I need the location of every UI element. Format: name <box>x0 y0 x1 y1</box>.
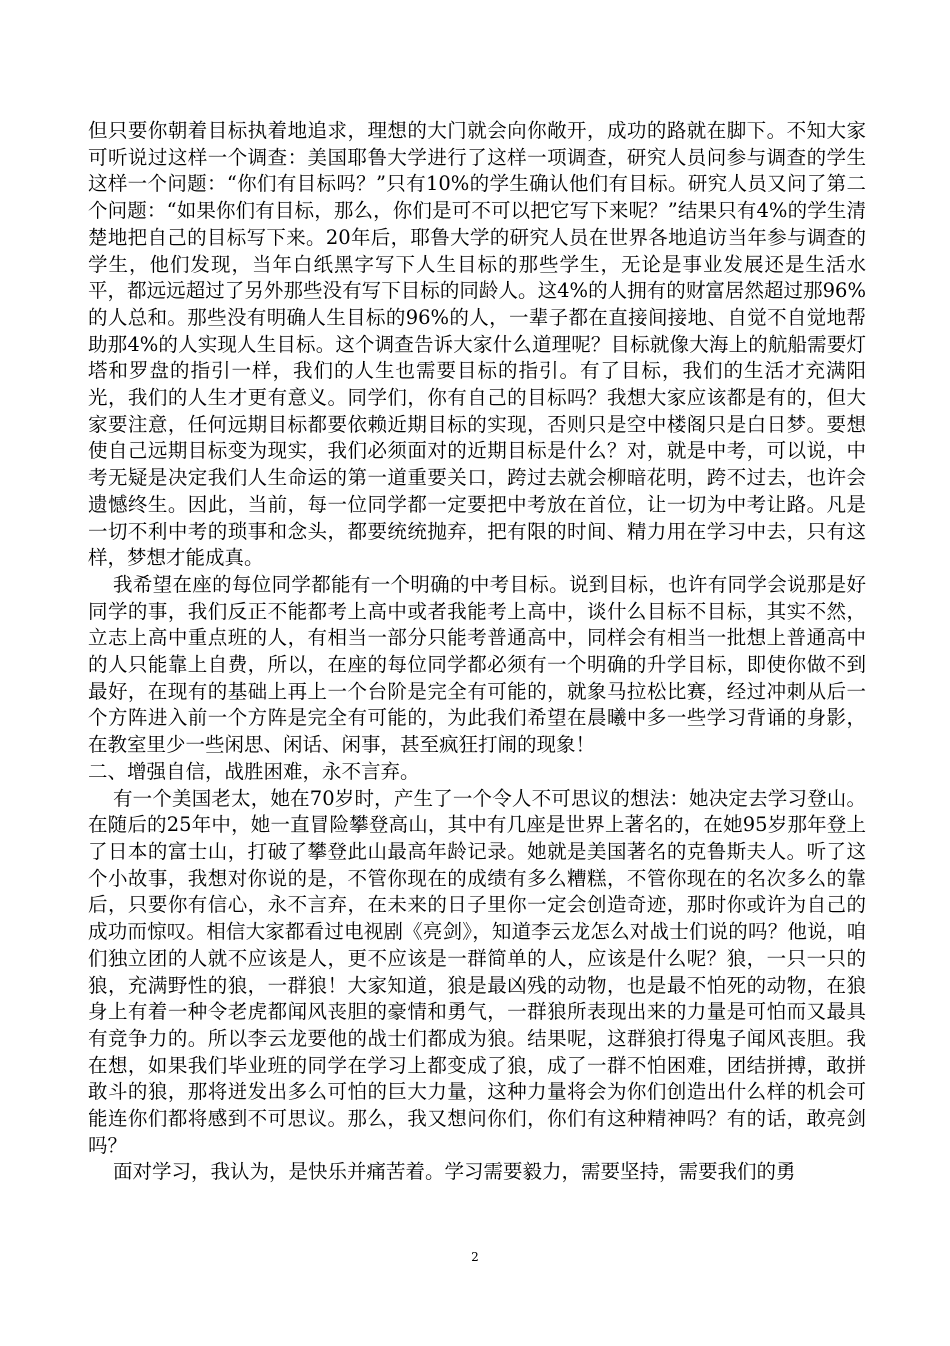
paragraph-study-attitude: 面对学习，我认为，是快乐并痛苦着。学习需要毅力，需要坚持，需要我们的勇 <box>113 1160 796 1184</box>
paragraph-confidence: 有一个美国老太，她在70岁时，产生了一个令人不可思议的想法：她决定去学习登山。在随后的25年中，她一直冒险攀登高山，其中有几座是世界上著名的，在她95岁那年登上了日本的富士山，打破了攀登此山最高年龄记录。她就是美国著名的克鲁斯夫人。听了这个小故事，我想对你说的是，不管你现在的成绩有多么糟糕，不管你现在的名次多么的靠后，只要你有信心，永不言弃，在未来的日子里你一定会创造奇迹，那时你或许为自己的成功而惊叹。相信大家都看过电视剧《亮剑》，知道李云龙怎么对战士们说的吗？他说，咱们独立团的人就不应该是人，更不应该是一群简单的人，应该是什么呢？狼，一只一只的狼，充满野性的狼，一群狼！大家知道，狼是最凶残的动物，也是最不怕死的动物，在狼身上有着一种令老虎都闻风丧胆的豪情和勇气，一群狼所表现出来的力量是可怕而又最具有竞争力的。所以李云龙要他的战士们都成为狼。结果呢，这群狼打得鬼子闻风丧胆。我在想，如果我们毕业班的同学在学习上都变成了狼，成了一群不怕困难，团结拼搏，敢拼敢斗的狼，那将迸发出多么可怕的巨大力量，这种力量将会为你们创造出什么样的机会可能连你们都将感到不可思议。那么，我又想问你们，你们有这种精神吗？有的话，敢亮剑吗？ <box>88 786 866 1157</box>
body-text <box>88 118 866 1186</box>
page-number: 2 <box>471 1250 479 1264</box>
paragraph-exam-goal: 我希望在座的每位同学都能有一个明确的中考目标。说到目标，也许有同学会说那是好同学的事，我们反正不能都考上高中或者我能考上高中，谈什么目标不目标，其实不然，立志上高中重点班的人，有相当一部分只能考普通高中，同样会有相当一批想上普通高中的人只能靠上自费，所以，在座的每位同学都必须有一个明确的升学目标，即使你做不到最好，在现有的基础上再上一个台阶是完全有可能的，就象马拉松比赛，经过冲刺从后一个方阵进入前一个方阵是完全有可能的，为此我们希望在晨曦中多一些学习背诵的身影，在教室里少一些闲思、闲话、闲事，甚至疯狂打闹的现象！ <box>88 572 866 757</box>
paragraph-target-survey: 但只要你朝着目标执着地追求，理想的大门就会向你敞开，成功的路就在脚下。不知大家可听说过这样一个调查：美国耶鲁大学进行了这样一项调查，研究人员问参与调查的学生这样一个问题：“你们有目标吗？”只有10%的学生确认他们有目标。研究人员又问了第二个问题：“如果你们有目标，那么，你们是可不可以把它写下来呢？”结果只有4%的学生清楚地把自己的目标写下来。20年后，耶鲁大学的研究人员在世界各地追访当年参与调查的学生，他们发现，当年白纸黑字写下人生目标的那些学生，无论是事业发展还是生活水平，都远远超过了另外那些没有写下目标的同龄人。这4%的人拥有的财富居然超过那96%的人总和。那些没有明确人生目标的96%的人，一辈子都在直接间接地、自觉不自觉地帮助那4%的人实现人生目标。这个调查告诉大家什么道理呢？目标就像大海上的航船需要灯塔和罗盘的指引一样，我们的人生也需要目标的指引。有了目标，我们的生活才充满阳光，我们的人生才更有意义。同学们，你有自己的目标吗？我想大家应该都是有的，但大家要注意，任何远期目标都要依赖近期目标的实现，否则只是空中楼阁只是白日梦。要想使自己远期目标变为现实，我们必须面对的近期目标是什么？对，就是中考，可以说，中考无疑是决定我们人生命运的第一道重要关口，跨过去就会柳暗花明，跨不过去，也许会遗憾终生。因此，当前，每一位同学都一定要把中考放在首位，让一切为中考让路。凡是一切不利中考的琐事和念头，都要统统抛弃，把有限的时间、精力用在学习中去，只有这样，梦想才能成真。 <box>88 119 866 570</box>
section-heading: 二、增强自信，战胜困难，永不言弃。 <box>88 759 420 783</box>
